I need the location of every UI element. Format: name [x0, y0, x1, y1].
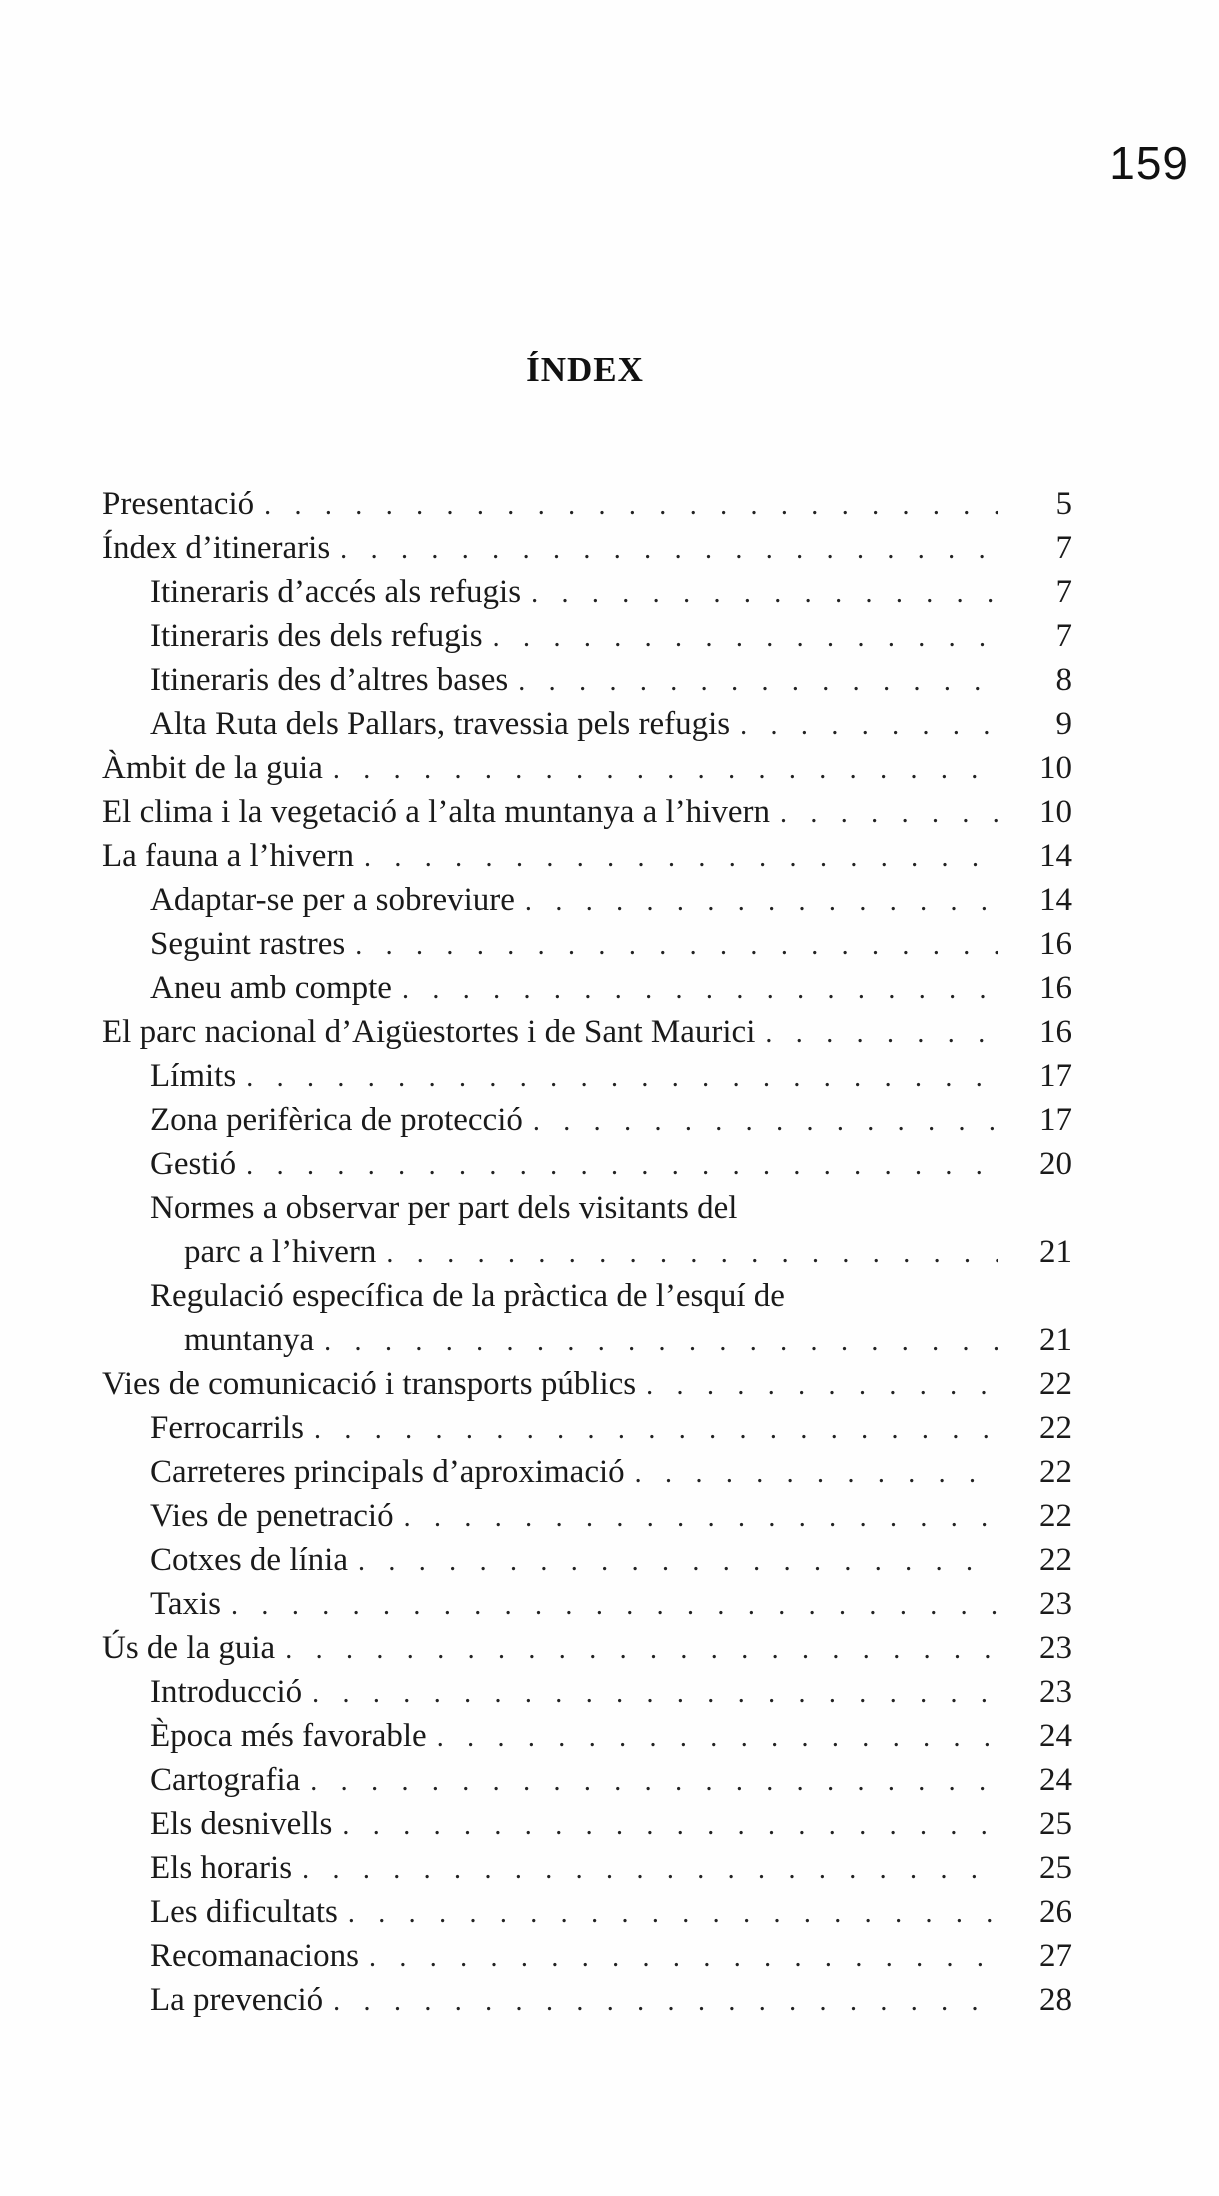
toc-entry-label: Adaptar-se per a sobreviure — [150, 882, 515, 918]
toc-entry-page: 25 — [1039, 1850, 1072, 1886]
dot-leader — [310, 1760, 998, 1804]
toc-entry — [102, 526, 1072, 570]
dot-leader — [333, 748, 998, 792]
toc-entry-continuation — [102, 1318, 1072, 1362]
toc-entry-label: Límits — [150, 1058, 237, 1094]
toc-entry-page: 25 — [1039, 1806, 1072, 1842]
toc-entry — [102, 1054, 1072, 1098]
toc-entry-page: 26 — [1039, 1894, 1072, 1930]
toc-entry-label: Ferrocarrils — [150, 1410, 304, 1446]
toc-entry-label: Cotxes de línia — [150, 1542, 348, 1578]
toc-entry-label: Recomanacions — [150, 1938, 359, 1974]
dot-leader — [312, 1672, 998, 1716]
toc-entry-label: Itineraris des dels refugis — [150, 618, 483, 654]
toc-entry — [102, 1010, 1072, 1054]
toc-entry-page: 16 — [1039, 1014, 1072, 1050]
toc-entry — [102, 1934, 1072, 1978]
toc-entry — [102, 1098, 1072, 1142]
dot-leader — [386, 1232, 998, 1276]
dot-leader — [358, 1540, 998, 1584]
toc-entry-page: 7 — [1055, 618, 1072, 654]
dot-leader — [493, 616, 998, 660]
toc-entry-label: Carreteres principals d’aproximació — [150, 1454, 625, 1490]
toc-entry-label: Índex d’itineraris — [102, 530, 331, 566]
toc-entry-label: Presentació — [102, 486, 255, 522]
toc-entry-label: Normes a observar per part dels visitants del — [150, 1190, 738, 1226]
toc-entry-label: parc a l’hivern — [184, 1234, 377, 1270]
toc-entry-page: 23 — [1039, 1674, 1072, 1710]
toc-entry — [102, 1406, 1072, 1450]
toc-entry-label: Vies de comunicació i transports públics — [102, 1366, 637, 1402]
dot-leader — [635, 1452, 998, 1496]
toc-entry-page: 5 — [1055, 486, 1072, 522]
toc-entry-page: 17 — [1039, 1058, 1072, 1094]
toc-entry-label: El clima i la vegetació a l’alta muntanya a l’hivern — [102, 794, 770, 830]
toc-entry-page: 7 — [1055, 530, 1072, 566]
table-of-contents — [102, 482, 1072, 2022]
toc-entry-page: 27 — [1039, 1938, 1072, 1974]
dot-leader — [780, 792, 998, 836]
toc-entry-label: Cartografia — [150, 1762, 301, 1798]
toc-entry — [102, 1802, 1072, 1846]
toc-entry — [102, 482, 1072, 526]
toc-entry-label: Taxis — [150, 1586, 222, 1622]
toc-entry — [102, 834, 1072, 878]
toc-entry — [102, 1890, 1072, 1934]
dot-leader — [231, 1584, 998, 1628]
toc-entry-page: 16 — [1039, 926, 1072, 962]
toc-entry-label: La prevenció — [150, 1982, 324, 2018]
toc-entry-page: 17 — [1039, 1102, 1072, 1138]
toc-entry-page: 28 — [1039, 1982, 1072, 2018]
dot-leader — [402, 968, 998, 1012]
toc-entry-label: Zona perifèrica de protecció — [150, 1102, 523, 1138]
dot-leader — [437, 1716, 998, 1760]
dot-leader — [531, 572, 998, 616]
toc-entry-page: 24 — [1039, 1762, 1072, 1798]
toc-entry-page: 22 — [1039, 1454, 1072, 1490]
toc-entry-page: 21 — [1039, 1322, 1072, 1358]
toc-entry — [102, 1626, 1072, 1670]
toc-entry-label: muntanya — [184, 1322, 315, 1358]
toc-entry-page: 10 — [1039, 794, 1072, 830]
dot-leader — [533, 1100, 998, 1144]
toc-entry-label: Les dificultats — [150, 1894, 338, 1930]
dot-leader — [369, 1936, 998, 1980]
toc-entry-label: Introducció — [150, 1674, 303, 1710]
toc-entry — [102, 1186, 1072, 1230]
toc-entry-page: 16 — [1039, 970, 1072, 1006]
toc-entry-label: Àmbit de la guia — [102, 750, 323, 786]
dot-leader — [525, 880, 998, 924]
toc-entry-label: Seguint rastres — [150, 926, 346, 962]
dot-leader — [324, 1320, 998, 1364]
toc-entry-page: 23 — [1039, 1586, 1072, 1622]
dot-leader — [765, 1012, 998, 1056]
dot-leader — [518, 660, 998, 704]
dot-leader — [646, 1364, 998, 1408]
dot-leader — [264, 484, 998, 528]
toc-entry — [102, 1582, 1072, 1626]
toc-entry-label: Vies de penetració — [150, 1498, 394, 1534]
toc-entry — [102, 658, 1072, 702]
toc-entry-page: 22 — [1039, 1498, 1072, 1534]
dot-leader — [740, 704, 998, 748]
dot-leader — [246, 1144, 998, 1188]
toc-entry — [102, 922, 1072, 966]
toc-entry-label: La fauna a l’hivern — [102, 838, 354, 874]
toc-entry-page: 8 — [1055, 662, 1072, 698]
toc-entry-label: Alta Ruta dels Pallars, travessia pels refugis — [150, 706, 731, 742]
toc-entry-label: Itineraris d’accés als refugis — [150, 574, 522, 610]
toc-entry — [102, 1758, 1072, 1802]
toc-entry-page: 14 — [1039, 882, 1072, 918]
toc-entry-label: Gestió — [150, 1146, 237, 1182]
toc-entry-label: Ús de la guia — [102, 1630, 276, 1666]
toc-entry-page: 20 — [1039, 1146, 1072, 1182]
dot-leader — [342, 1804, 998, 1848]
toc-entry-label: Els desnivells — [150, 1806, 333, 1842]
toc-entry — [102, 1494, 1072, 1538]
toc-entry-continuation — [102, 1230, 1072, 1274]
toc-entry — [102, 1846, 1072, 1890]
toc-entry-page: 14 — [1039, 838, 1072, 874]
page-number: 159 — [1109, 137, 1189, 189]
toc-entry-label: Itineraris des d’altres bases — [150, 662, 509, 698]
toc-entry-page: 9 — [1055, 706, 1072, 742]
toc-entry-page: 24 — [1039, 1718, 1072, 1754]
toc-entry-label: Els horaris — [150, 1850, 293, 1886]
toc-entry-page: 22 — [1039, 1366, 1072, 1402]
toc-entry — [102, 1362, 1072, 1406]
toc-entry-page: 21 — [1039, 1234, 1072, 1270]
dot-leader — [246, 1056, 998, 1100]
dot-leader — [333, 1980, 998, 2024]
dot-leader — [355, 924, 998, 968]
toc-entry — [102, 702, 1072, 746]
dot-leader — [314, 1408, 998, 1452]
toc-entry — [102, 1142, 1072, 1186]
toc-entry-page: 22 — [1039, 1410, 1072, 1446]
dot-leader — [340, 528, 998, 572]
dot-leader — [364, 836, 998, 880]
toc-entry — [102, 1450, 1072, 1494]
toc-entry — [102, 1978, 1072, 2022]
dot-leader — [302, 1848, 998, 1892]
toc-entry — [102, 614, 1072, 658]
dot-leader — [285, 1628, 998, 1672]
toc-entry-label: Aneu amb compte — [150, 970, 392, 1006]
toc-entry — [102, 1714, 1072, 1758]
toc-entry — [102, 878, 1072, 922]
dot-leader — [348, 1892, 998, 1936]
toc-entry — [102, 966, 1072, 1010]
toc-entry-label: Regulació específica de la pràctica de l’esquí de — [150, 1278, 785, 1314]
toc-entry-page: 10 — [1039, 750, 1072, 786]
toc-entry — [102, 570, 1072, 614]
toc-entry — [102, 1538, 1072, 1582]
toc-entry — [102, 746, 1072, 790]
toc-entry — [102, 790, 1072, 834]
toc-entry — [102, 1670, 1072, 1714]
toc-entry — [102, 1274, 1072, 1318]
toc-entry-label: Època més favorable — [150, 1718, 427, 1754]
dot-leader — [404, 1496, 998, 1540]
page-title: ÍNDEX — [526, 350, 644, 389]
toc-entry-page: 22 — [1039, 1542, 1072, 1578]
toc-entry-page: 7 — [1055, 574, 1072, 610]
toc-entry-label: El parc nacional d’Aigüestortes i de Sant Maurici — [102, 1014, 756, 1050]
toc-entry-page: 23 — [1039, 1630, 1072, 1666]
